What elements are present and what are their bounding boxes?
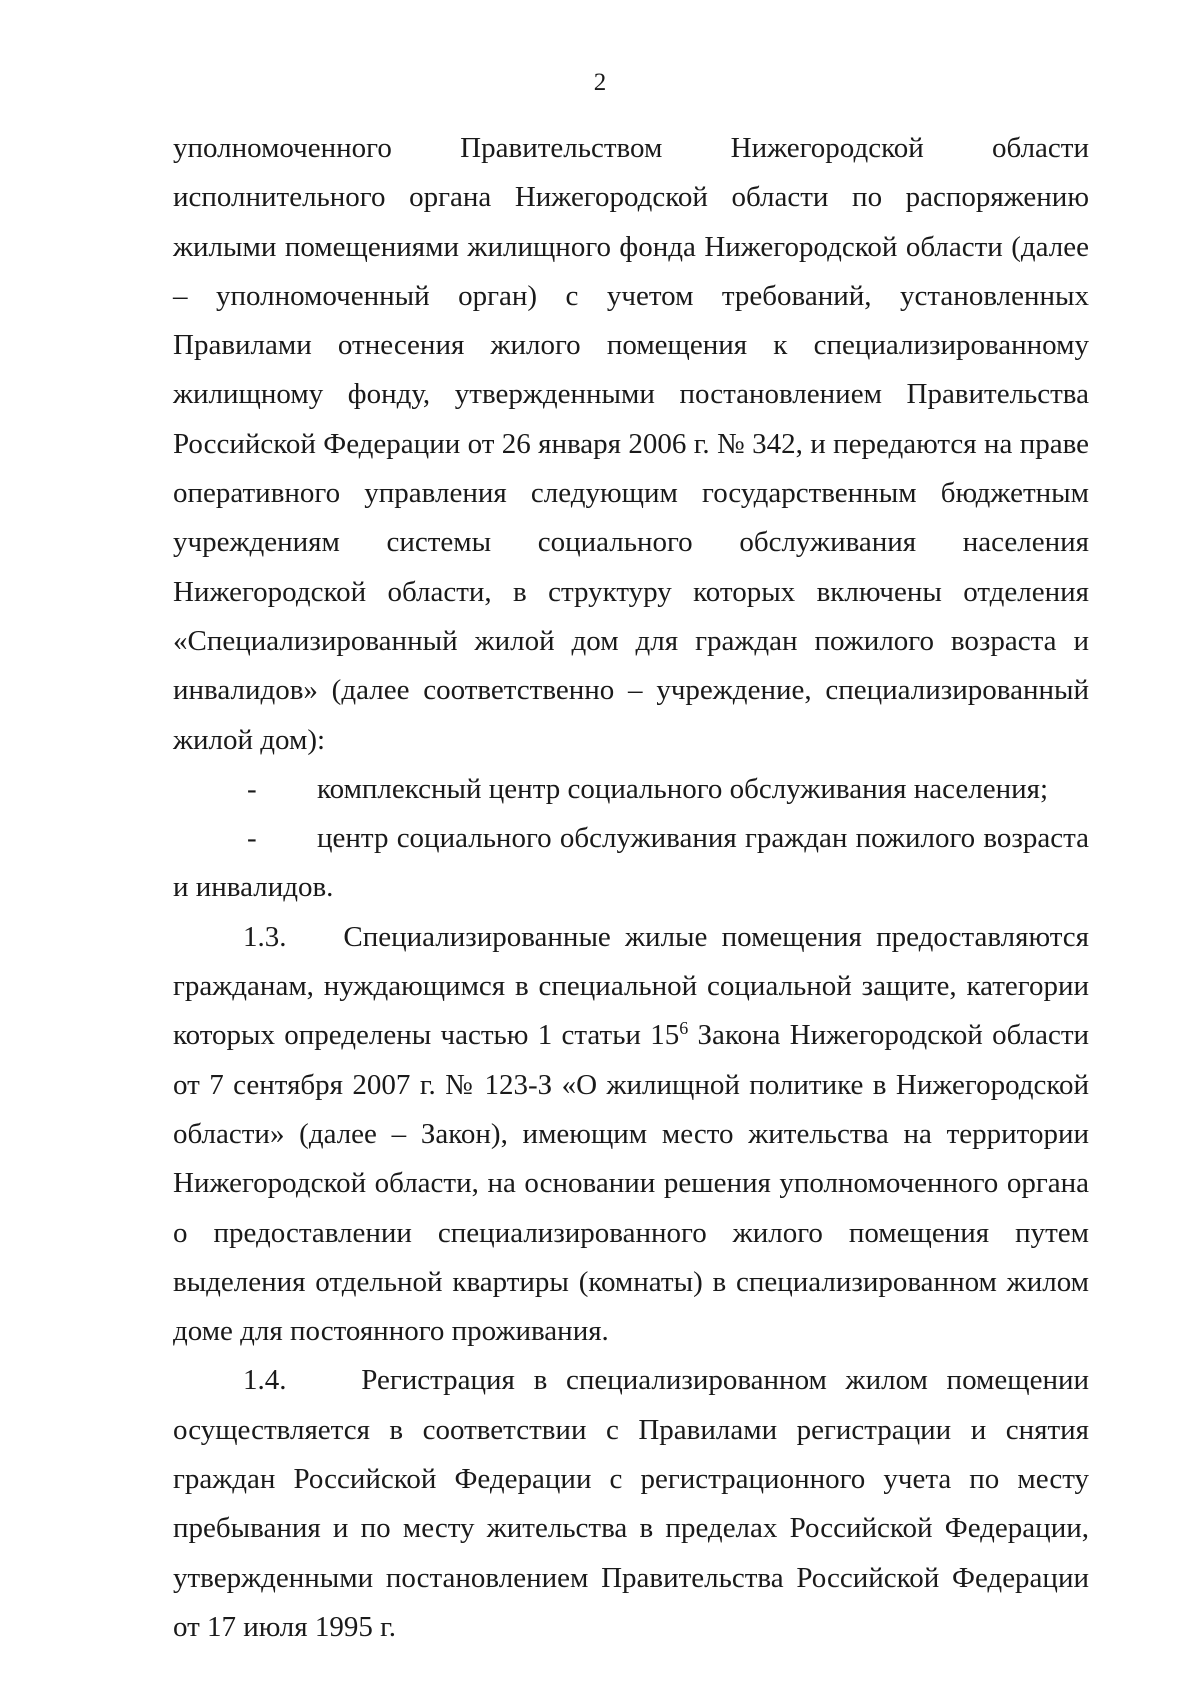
paragraph-text: Специализированные жилые помещения предоставляются гражданам, нуждающимся в специальной социальной защите, категории которых определены частью 1 статьи 15	[173, 920, 1089, 1052]
list-item-text: комплексный центр социального обслуживания населения;	[317, 772, 1049, 805]
paragraph-1-2-continuation: уполномоченного Правительством Нижегородской области исполнительного органа Нижегородской области по распоряжению жилыми помещениями жилищного фонда Нижегородской области (далее – уполномоченный орган) с учетом требований, установленных Правилами отнесения жилого помещения к специализированному жилищному фонду, утвержденными постановлением Правительства Российской Федерации от 26 января 2006 г. № 342, и передаются на праве оперативного управления следующим государственным бюджетным учреждениям системы социального обслуживания населения Нижегородской области, в структуру которых включены отделения «Специализированный жилой дом для граждан пожилого возраста и инвалидов» (далее соответственно – учреждение, специализированный жилой дом):	[173, 132, 1089, 756]
list-dash: -	[247, 822, 257, 855]
paragraph-1-4	[173, 1356, 1089, 1652]
list-dash: -	[247, 772, 257, 805]
list-item-complex-center	[173, 765, 1089, 814]
page-number: 2	[593, 69, 607, 96]
paragraph-1-3	[173, 913, 1089, 1357]
paragraph-text-continued: Закона Нижегородской области от 7 сентября 2007 г. № 123-З «О жилищной политике в Нижегородской области» (далее – Закон), имеющим место жительства на территории Нижегородской области, на основании решения уполномоченного органа о предоставлении специализированного жилого помещения путем выделения отдельной квартиры (комнаты) в специализированном жилом доме для постоянного проживания.	[173, 1019, 1090, 1348]
document-body	[173, 124, 1089, 1652]
list-item-service-center	[173, 814, 1089, 913]
paragraph-text: Регистрация в специализированном жилом помещении осуществляется в соответствии с Правилами регистрации и снятия граждан Российской Федерации с регистрационного учета по месту пребывания и по месту жительства в пределах Российской Федерации, утвержденными постановлением Правительства Российской Федерации от 17 июля 1995 г.	[173, 1364, 1089, 1643]
paragraph-number: 1.3.	[243, 920, 287, 953]
list-item-text: центр социального обслуживания граждан пожилого возраста и инвалидов.	[173, 822, 1089, 904]
article-superscript: 6	[679, 1018, 689, 1039]
paragraph-number: 1.4.	[243, 1364, 287, 1397]
